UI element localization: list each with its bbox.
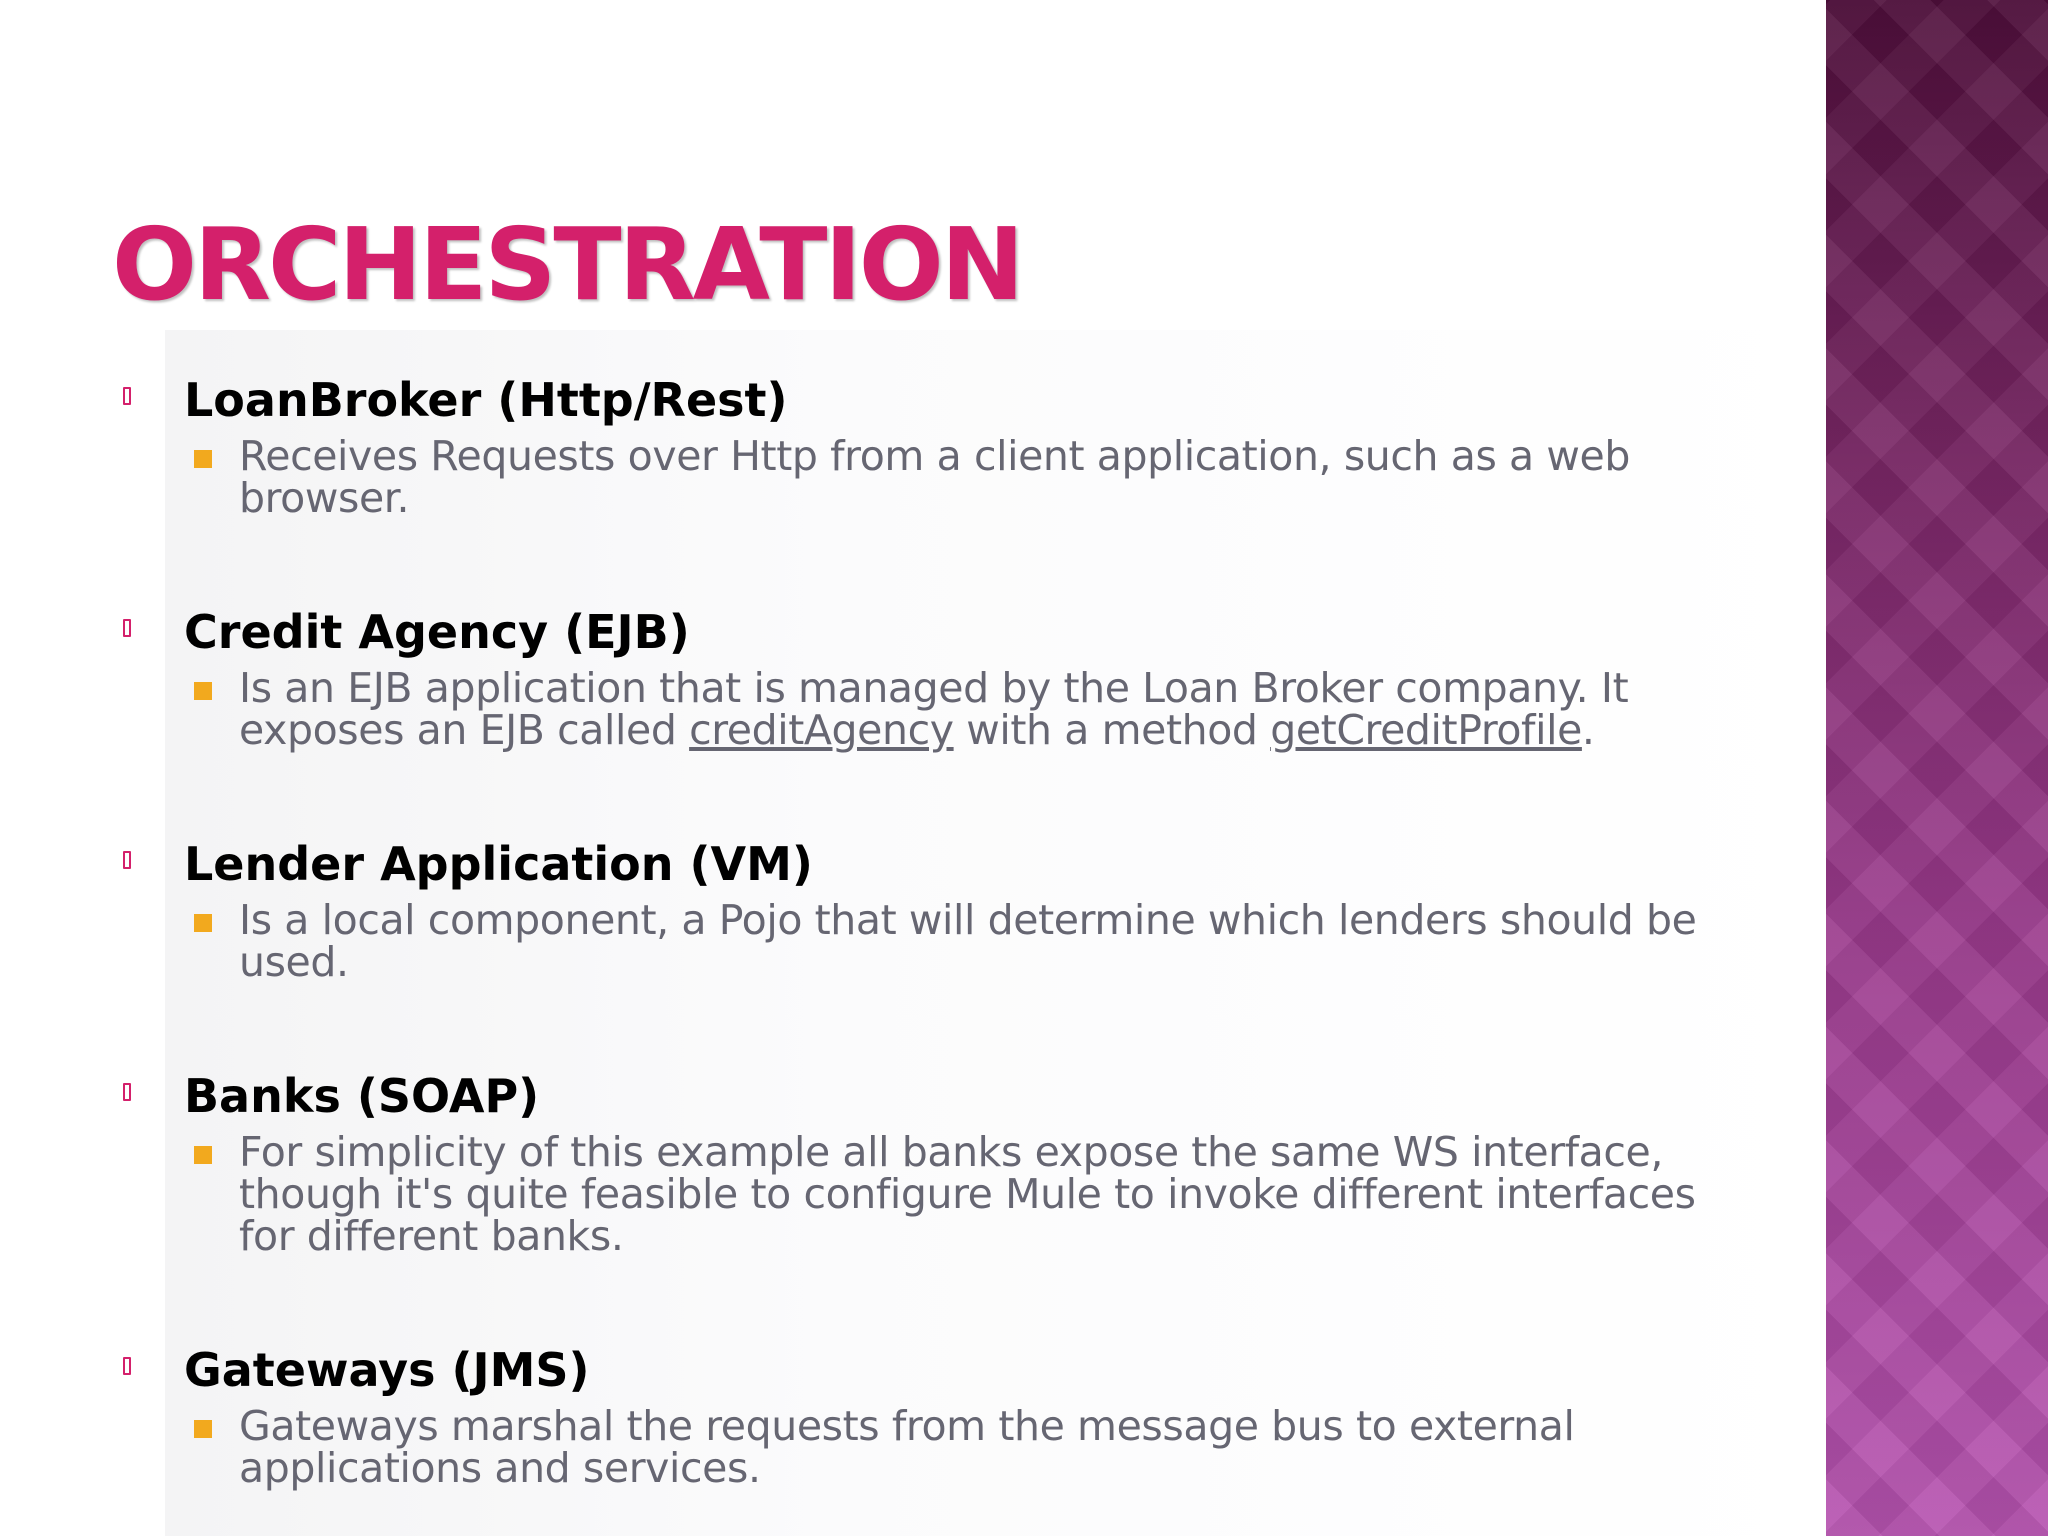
list-item-gateways: [118, 1335, 1718, 1492]
description-text: with a method: [953, 706, 1271, 754]
description-text: Is an EJB application that is managed by the Loan Broker company. It exposes an EJB called: [239, 664, 1629, 754]
description-text: .: [1581, 706, 1595, 754]
item-description: For simplicity of this example all banks expose the same WS interface, though it's quite feasible to configure Mule to invoke different interfaces for different banks.: [239, 1128, 1696, 1260]
list-item-lender-application: [118, 829, 1718, 986]
item-heading: Lender Application (VM): [184, 837, 813, 891]
credit-agency-code-term: creditAgency: [689, 706, 954, 754]
item-heading: Banks (SOAP): [184, 1069, 540, 1123]
square-bullet-icon: [194, 1420, 212, 1438]
bullet-icon: [123, 851, 131, 869]
list-item-credit-agency: [118, 597, 1718, 754]
bullet-list: [118, 365, 1718, 1536]
decorative-side-band: [1826, 0, 2048, 1536]
item-description: Is a local component, a Pojo that will determine which lenders should be used.: [239, 896, 1697, 986]
square-bullet-icon: [194, 1146, 212, 1164]
bullet-icon: [123, 1357, 131, 1375]
bullet-icon: [123, 1083, 131, 1101]
list-item-banks: [118, 1061, 1718, 1260]
list-item-loanbroker: [118, 365, 1718, 522]
slide-title: ORCHESTRATION: [112, 206, 1022, 323]
item-description: [239, 664, 1739, 754]
item-heading: Gateways (JMS): [184, 1343, 590, 1397]
item-description: Receives Requests over Http from a client application, such as a web browser.: [239, 432, 1630, 522]
bullet-icon: [123, 619, 131, 637]
bullet-icon: [123, 387, 131, 405]
square-bullet-icon: [194, 914, 212, 932]
item-heading: Credit Agency (EJB): [184, 605, 690, 659]
get-credit-profile-code-term: getCreditProfile: [1270, 706, 1582, 754]
item-heading: LoanBroker (Http/Rest): [184, 373, 788, 427]
square-bullet-icon: [194, 682, 212, 700]
item-description: Gateways marshal the requests from the message bus to external applications and services.: [239, 1402, 1575, 1492]
square-bullet-icon: [194, 450, 212, 468]
